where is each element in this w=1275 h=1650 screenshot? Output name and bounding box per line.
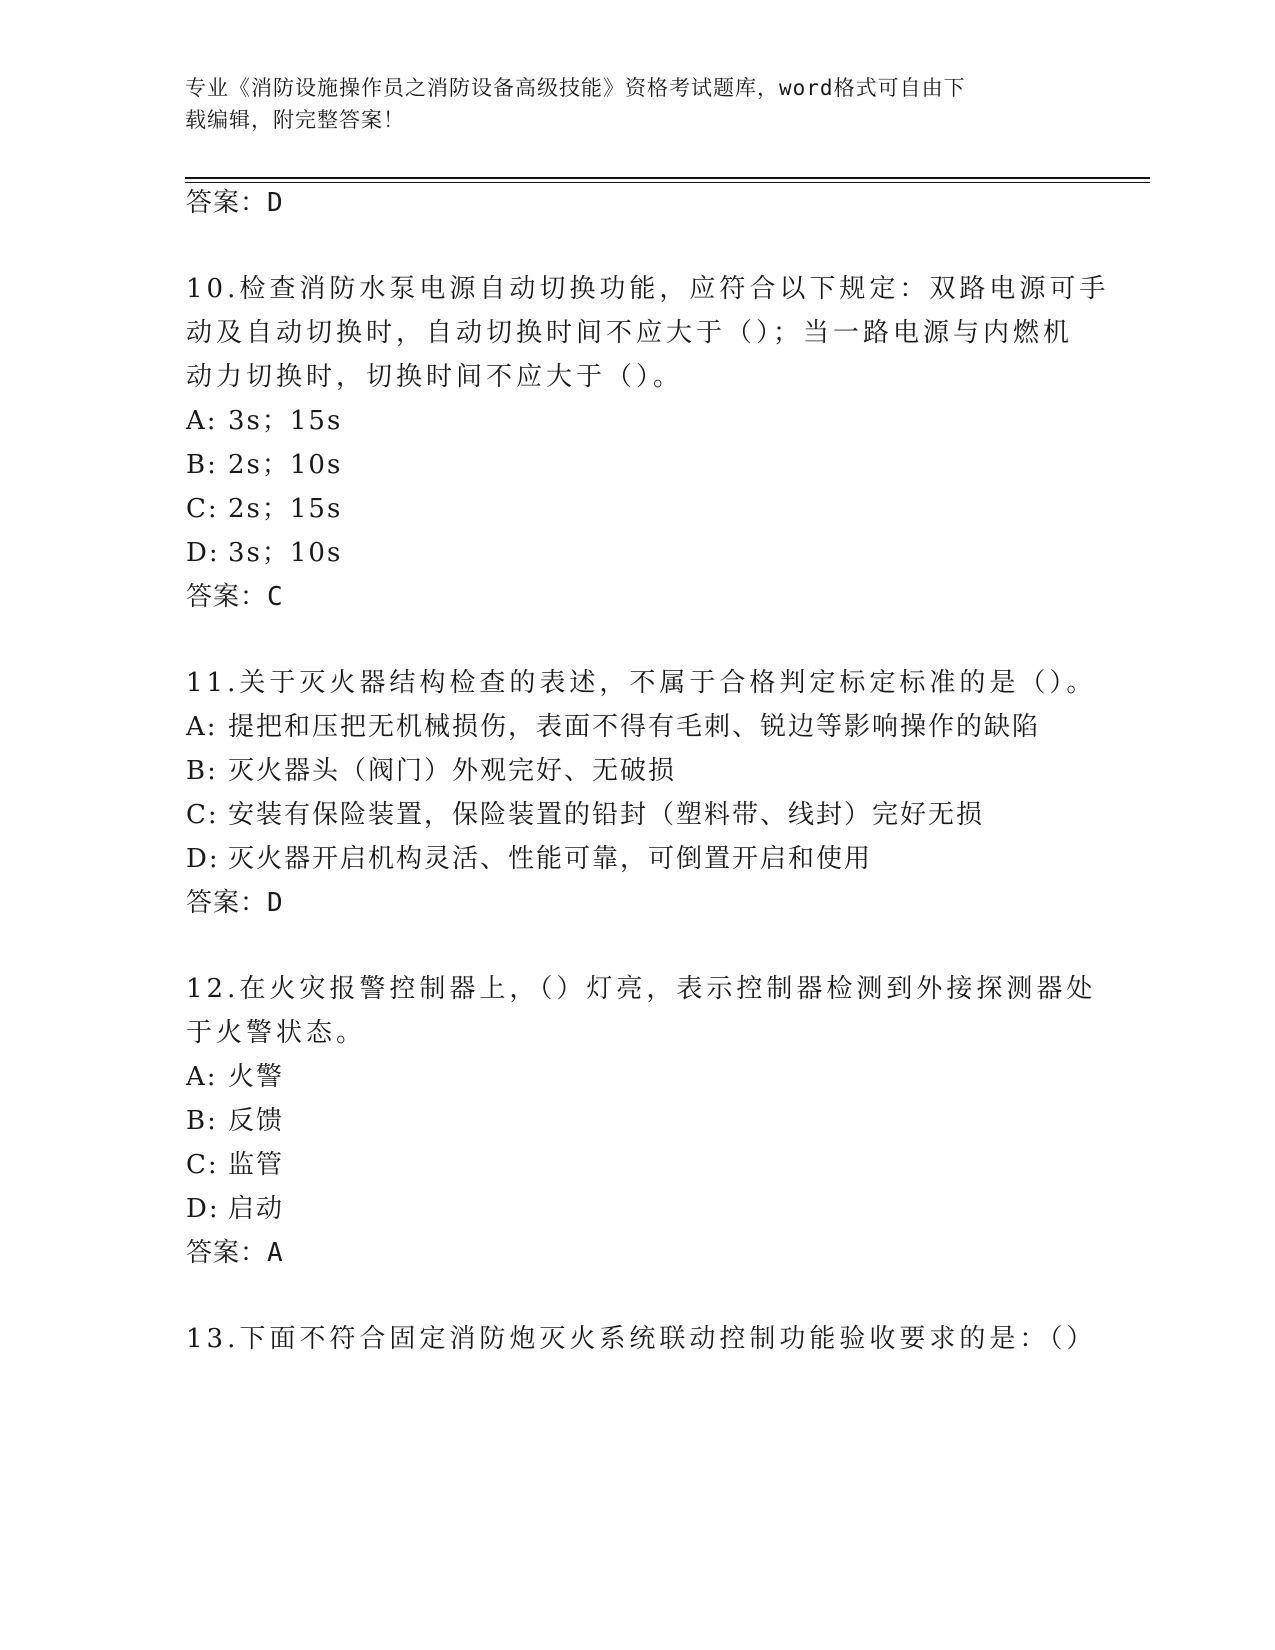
option-key: A: — [186, 406, 218, 436]
question-12-line-1: 12.在火灾报警控制器上，（）灯亮，表示控制器检测到外接探测器处 — [186, 974, 1097, 1004]
option-text: 提把和压把无机械损伤，表面不得有毛刺、锐边等影响操作的缺陷 — [228, 712, 1041, 742]
option-text: 火警 — [228, 1062, 285, 1092]
option-text: 监管 — [228, 1150, 285, 1180]
question-11-option-d — [186, 841, 872, 877]
question-12-option-b — [186, 1103, 284, 1139]
question-10-line-3: 动力切换时，切换时间不应大于（）。 — [186, 362, 684, 392]
header-line-1: 专业《消防设施操作员之消防设备高级技能》资格考试题库，word格式可自由下 — [185, 76, 966, 100]
question-12-option-d — [186, 1191, 284, 1227]
question-10-option-b — [186, 447, 342, 483]
option-key: B: — [186, 450, 218, 480]
option-text: 2s；10s — [228, 450, 343, 480]
option-key: B: — [186, 1106, 218, 1136]
question-11-line-1: 11.关于灭火器结构检查的表述，不属于合格判定标定标准的是（）。 — [186, 668, 1097, 698]
question-12-line-2: 于火警状态。 — [186, 1018, 367, 1048]
option-key: D: — [186, 844, 220, 874]
option-key: B: — [186, 756, 218, 786]
option-key: C: — [186, 1150, 219, 1180]
option-text: 灭火器头（阀门）外观完好、无破损 — [228, 756, 677, 786]
question-10-option-c — [186, 491, 342, 527]
option-text: 反馈 — [228, 1106, 285, 1136]
option-key: A: — [186, 712, 218, 742]
question-10-line-1: 10.检查消防水泵电源自动切换功能，应符合以下规定：双路电源可手 — [186, 274, 1110, 304]
question-10-option-d — [186, 535, 342, 571]
question-12-answer: 答案：A — [186, 1238, 284, 1268]
question-10-answer: 答案：C — [186, 582, 284, 612]
option-text: 灭火器开启机构灵活、性能可靠，可倒置开启和使用 — [228, 844, 873, 874]
question-12-option-c — [186, 1147, 284, 1183]
option-key: C: — [186, 800, 219, 830]
option-text: 启动 — [228, 1194, 285, 1224]
header-line-2: 载编辑，附完整答案！ — [185, 108, 405, 132]
option-key: C: — [186, 494, 219, 524]
question-12-option-a — [186, 1059, 284, 1095]
question-11-option-c — [186, 797, 984, 833]
answer-prev: 答案：D — [186, 188, 284, 218]
question-10-line-2: 动及自动切换时，自动切换时间不应大于（）；当一路电源与内燃机 — [186, 318, 1074, 348]
header-divider-thin — [185, 182, 1150, 183]
question-10-option-a — [186, 403, 342, 439]
page-header — [185, 72, 1065, 136]
question-11-option-b — [186, 753, 676, 789]
option-text: 安装有保险装置，保险装置的铅封（塑料带、线封）完好无损 — [228, 800, 985, 830]
option-key: A: — [186, 1062, 218, 1092]
question-13-line-1: 13.下面不符合固定消防炮灭火系统联动控制功能验收要求的是：（） — [186, 1324, 1097, 1354]
option-text: 2s；15s — [228, 494, 343, 524]
option-key: D: — [186, 538, 220, 568]
question-11-option-a — [186, 709, 1040, 745]
header-divider — [185, 177, 1150, 179]
question-11-answer: 答案：D — [186, 888, 284, 918]
option-text: 3s；15s — [228, 406, 343, 436]
option-key: D: — [186, 1194, 220, 1224]
option-text: 3s；10s — [228, 538, 343, 568]
